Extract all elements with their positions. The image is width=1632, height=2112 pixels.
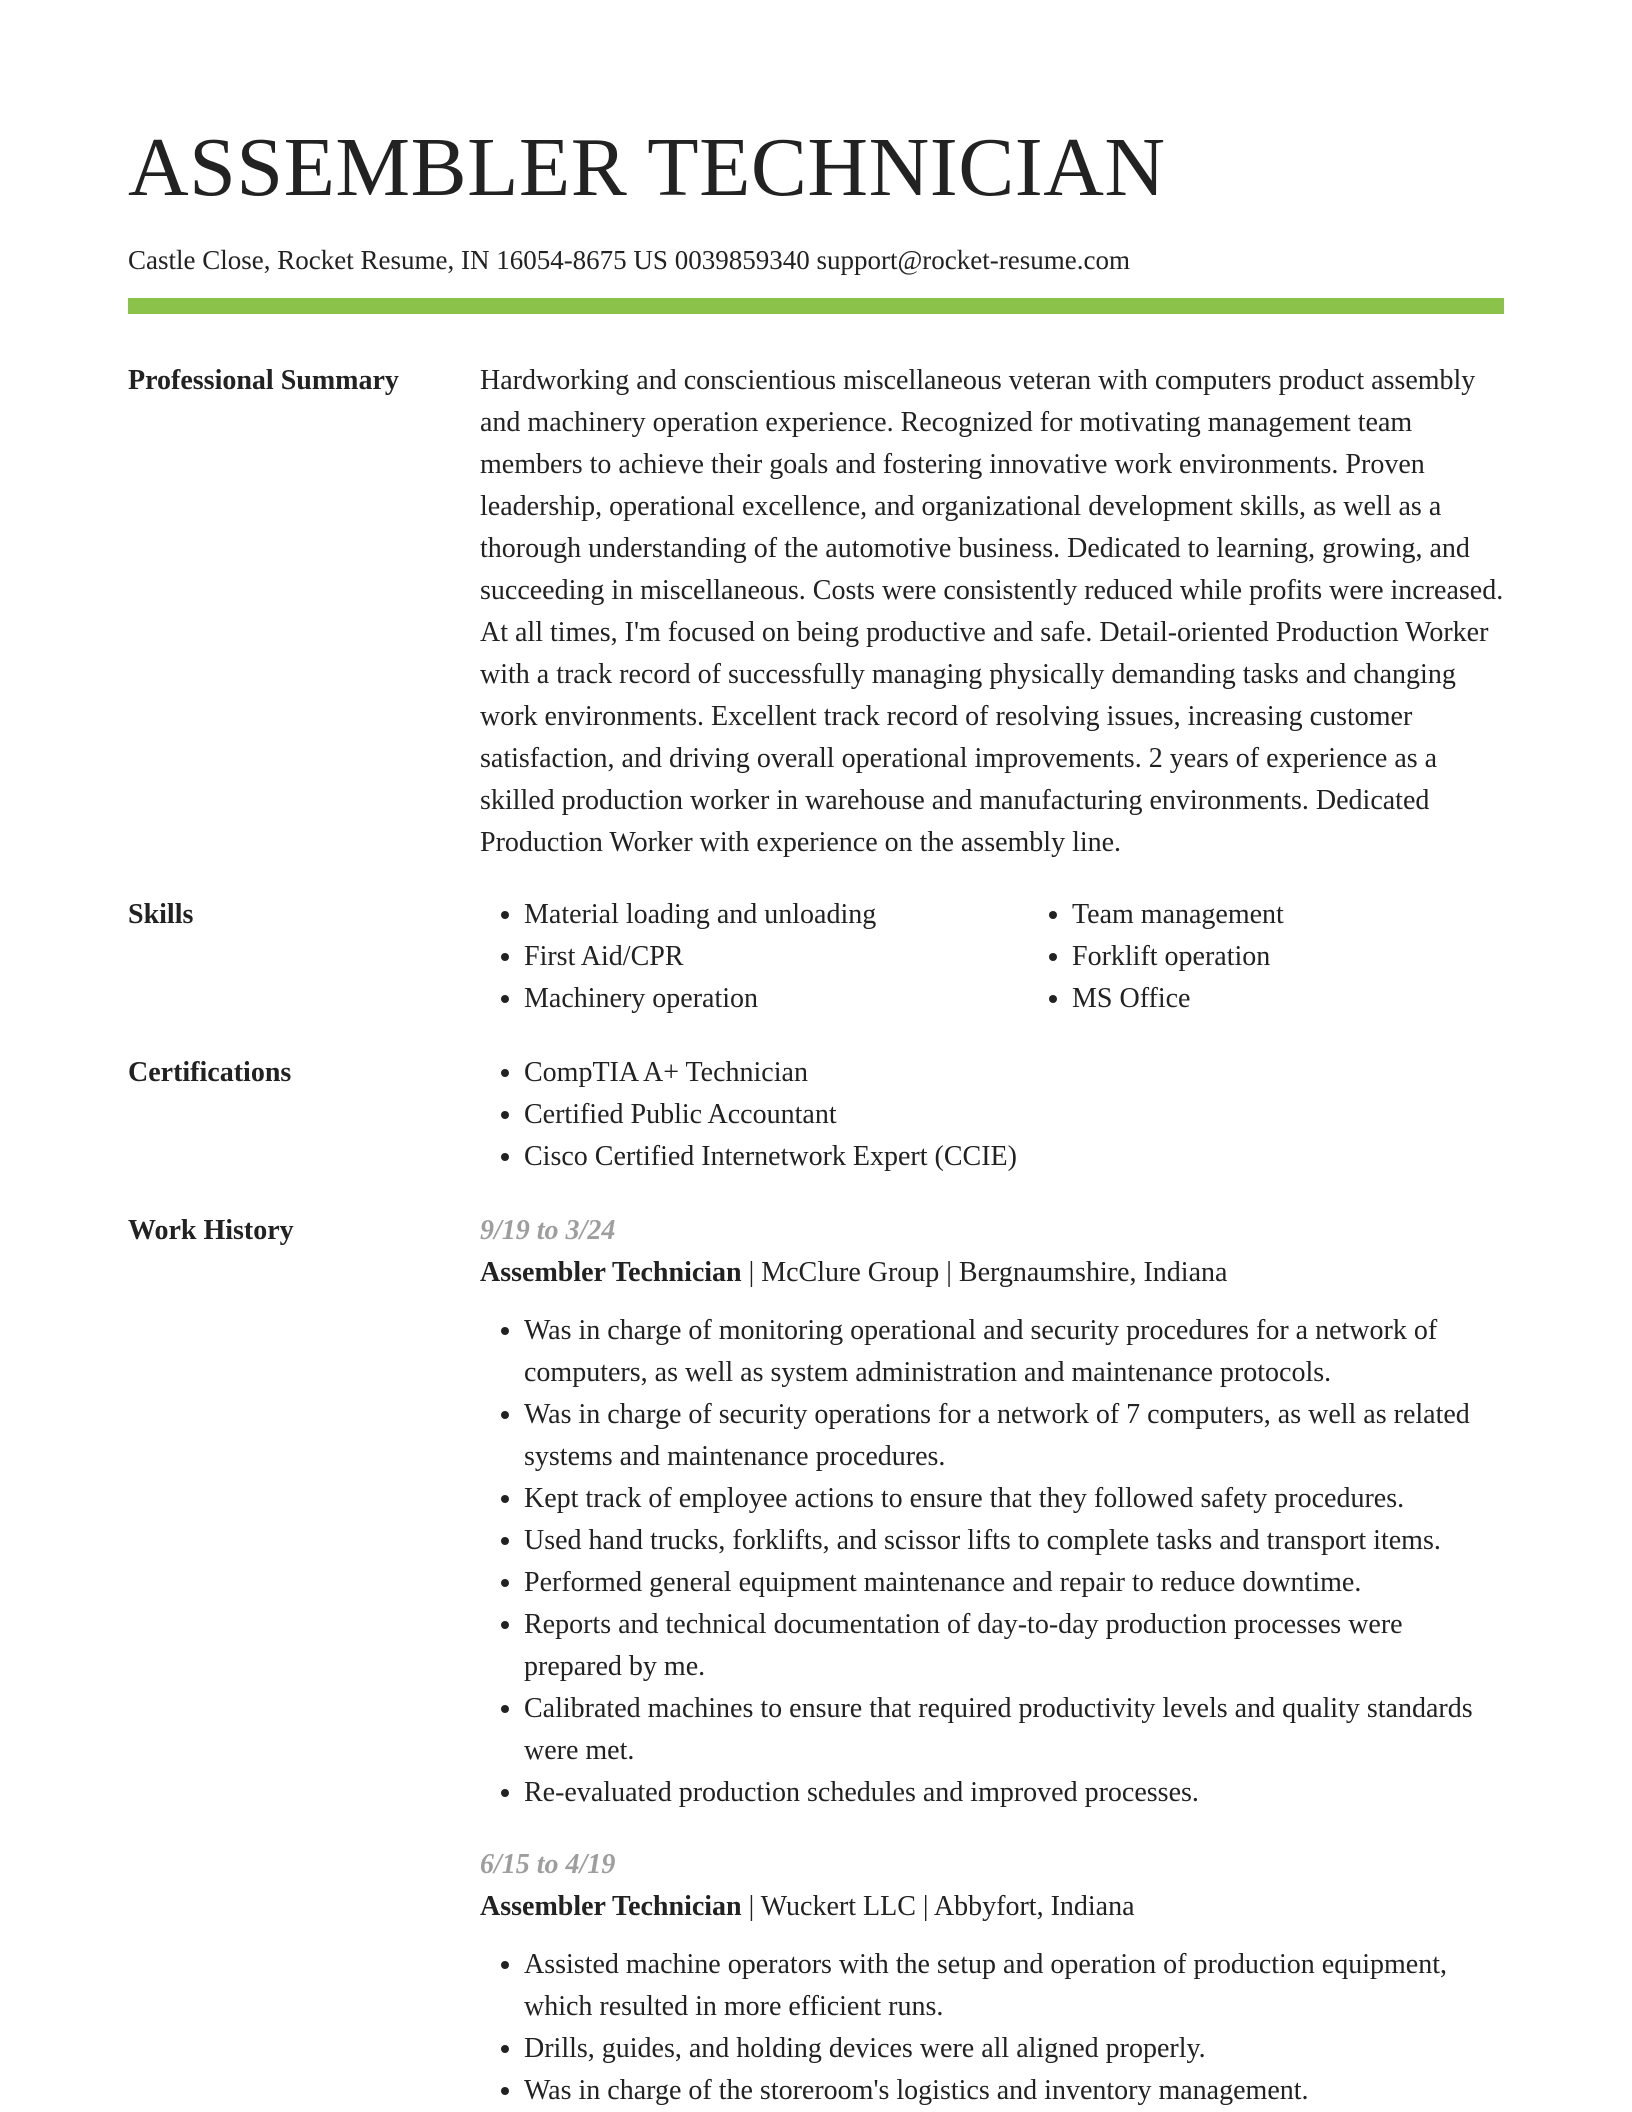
job-entry [480, 1844, 1504, 2112]
job-bullet: • Kept track of employee actions to ensure that they followed safety procedures. [524, 1478, 1504, 1520]
skills-section [128, 894, 1504, 1020]
job-bullet: • Was in charge of the storeroom's logistics and inventory management. [524, 2070, 1504, 2112]
certifications-label: Certifications [128, 1057, 292, 1088]
summary-text: Hardworking and conscientious miscellaneous veteran with computers product assembly and machinery operation experience. Recognized for motivating management team members to achieve their goals and fostering innovative work environments. Proven leadership, operational excellence, and organizational development skills, as well as a thorough understanding of the automotive business. Dedicated to learning, growing, and succeeding in miscellaneous. Costs were consistently reduced while profits were increased. At all times, I'm focused on being productive and safe. Detail-oriented Production Worker with a track record of successfully managing physically demanding tasks and changing work environments. Excellent track record of resolving issues, increasing customer satisfaction, and driving overall operational improvements. 2 years of experience as a skilled production worker in warehouse and manufacturing environments. Dedicated Production Worker with experience on the assembly line. [480, 365, 1504, 858]
work-history-section [128, 1210, 1504, 2112]
job-entry [480, 1210, 1504, 1814]
job-dates: 9/19 to 3/24 [480, 1215, 616, 1246]
skill-item: • Team management [1072, 894, 1576, 936]
skill-item: • Material loading and unloading [524, 894, 1028, 936]
job-bullet: • Performed general equipment maintenance and repair to reduce downtime. [524, 1562, 1504, 1604]
resume-name: ASSEMBLER TECHNICIAN [128, 121, 1166, 214]
skills-label: Skills [128, 899, 194, 930]
job-bullet-list [480, 1944, 1504, 2112]
skills-list-left [480, 894, 1028, 1020]
certification-item: • Cisco Certified Internetwork Expert (CCIE) [524, 1136, 1504, 1178]
job-details: | Wuckert LLC | Abbyfort, Indiana [741, 1891, 1135, 1922]
job-heading [480, 1886, 1504, 1928]
skill-item: • Machinery operation [524, 978, 1028, 1020]
skill-item: • MS Office [1072, 978, 1576, 1020]
job-dates: 6/15 to 4/19 [480, 1849, 616, 1880]
job-bullet: • Was in charge of security operations for a network of 7 computers, as well as related systems and maintenance procedures. [524, 1394, 1504, 1478]
job-title: Assembler Technician [480, 1891, 742, 1922]
job-bullet: • Calibrated machines to ensure that required productivity levels and quality standards were met. [524, 1688, 1504, 1772]
skills-list-right [1028, 894, 1576, 1020]
job-details: | McClure Group | Bergnaumshire, Indiana [741, 1257, 1228, 1288]
job-bullet: • Drills, guides, and holding devices were all aligned properly. [524, 2028, 1504, 2070]
job-bullet: • Was in charge of monitoring operational and security procedures for a network of computers, as well as system administration and maintenance protocols. [524, 1310, 1504, 1394]
job-bullet: • Re-evaluated production schedules and improved processes. [524, 1772, 1504, 1814]
certifications-list [480, 1052, 1504, 1178]
certification-item: • Certified Public Accountant [524, 1094, 1504, 1136]
certifications-section [128, 1052, 1504, 1178]
work-history-label: Work History [128, 1215, 294, 1246]
skill-item: • First Aid/CPR [524, 936, 1028, 978]
contact-line: Castle Close, Rocket Resume, IN 16054-8675 US 0039859340 support@rocket-resume.com [128, 245, 1130, 275]
skill-item: • Forklift operation [1072, 936, 1576, 978]
job-title: Assembler Technician [480, 1257, 742, 1288]
job-bullet: • Reports and technical documentation of day-to-day production processes were prepared by me. [524, 1604, 1504, 1688]
certification-item: • CompTIA A+ Technician [524, 1052, 1504, 1094]
summary-section [128, 360, 1504, 864]
summary-label: Professional Summary [128, 365, 399, 396]
job-bullet: • Used hand trucks, forklifts, and scissor lifts to complete tasks and transport items. [524, 1520, 1504, 1562]
job-bullet: • Assisted machine operators with the setup and operation of production equipment, which resulted in more efficient runs. [524, 1944, 1504, 2028]
job-heading [480, 1252, 1504, 1294]
job-bullet-list [480, 1310, 1504, 1814]
header-accent-rule [128, 298, 1504, 314]
